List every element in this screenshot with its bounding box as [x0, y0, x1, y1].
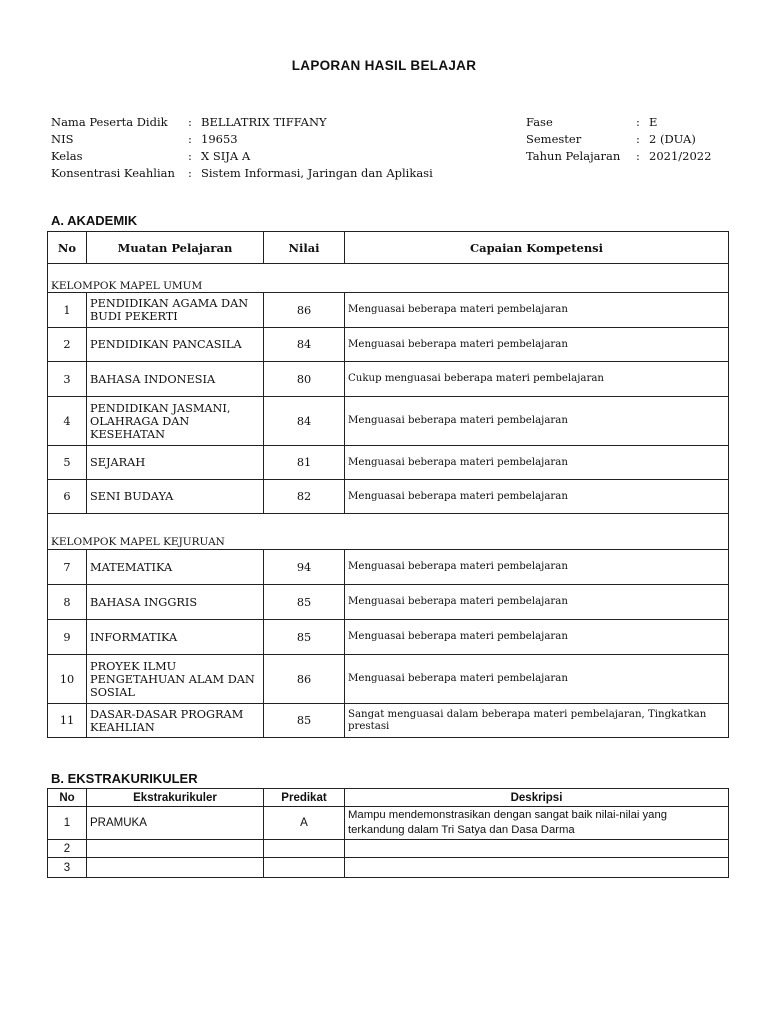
- row-no: 4: [48, 397, 87, 446]
- row-achievement: Cukup menguasai beberapa materi pembelajaran: [345, 362, 729, 397]
- student-name: BELLATRIX TIFFANY: [201, 115, 327, 129]
- row-achievement: Menguasai beberapa materi pembelajaran: [345, 480, 729, 514]
- table-row: [48, 328, 729, 362]
- header-achievement: Capaian Kompetensi: [345, 232, 729, 264]
- table-row: [48, 293, 729, 328]
- akademik-header-row: [48, 232, 729, 264]
- row-score: 82: [264, 480, 345, 514]
- group-label: KELOMPOK MAPEL UMUM: [48, 264, 729, 293]
- group-label: KELOMPOK MAPEL KEJURUAN: [48, 514, 729, 550]
- table-row: [48, 704, 729, 738]
- row-score: 85: [264, 620, 345, 655]
- row-no: 5: [48, 446, 87, 480]
- student-semester: 2 (DUA): [649, 132, 696, 146]
- row-no: 6: [48, 480, 87, 514]
- info-label: Tahun Pelajaran: [526, 149, 621, 163]
- row-no: 9: [48, 620, 87, 655]
- row-grade: A: [264, 807, 345, 840]
- row-subject: SEJARAH: [87, 446, 264, 480]
- row-no: 8: [48, 585, 87, 620]
- row-achievement: Menguasai beberapa materi pembelajaran: [345, 293, 729, 328]
- section-title-akademik: A. AKADEMIK: [51, 213, 138, 228]
- header-no: No: [48, 232, 87, 264]
- row-achievement: Menguasai beberapa materi pembelajaran: [345, 585, 729, 620]
- student-class: X SIJA A: [201, 149, 251, 163]
- student-year: 2021/2022: [649, 149, 712, 163]
- row-no: 3: [48, 362, 87, 397]
- info-separator: :: [188, 115, 192, 129]
- student-info-right: [526, 114, 711, 165]
- table-row: [48, 480, 729, 514]
- row-no: 2: [48, 328, 87, 362]
- row-grade: [264, 858, 345, 878]
- info-label: Konsentrasi Keahlian: [51, 166, 175, 180]
- student-info-left: [51, 114, 433, 182]
- row-achievement: Menguasai beberapa materi pembelajaran: [345, 550, 729, 585]
- row-achievement: Sangat menguasai dalam beberapa materi pembelajaran, Tingkatkan prestasi: [345, 704, 729, 738]
- table-row: [48, 550, 729, 585]
- ekstra-header-row: [48, 789, 729, 807]
- section-title-ekstra: B. EKSTRAKURIKULER: [51, 771, 198, 786]
- group-row: [48, 264, 729, 293]
- row-achievement: Menguasai beberapa materi pembelajaran: [345, 328, 729, 362]
- row-no: 2: [48, 840, 87, 858]
- info-separator: :: [188, 132, 192, 146]
- row-subject: PENDIDIKAN AGAMA DAN BUDI PEKERTI: [87, 293, 264, 328]
- row-subject: SENI BUDAYA: [87, 480, 264, 514]
- row-score: 86: [264, 293, 345, 328]
- row-subject: INFORMATIKA: [87, 620, 264, 655]
- row-grade: [264, 840, 345, 858]
- ekstra-table: [47, 788, 729, 878]
- table-row: [48, 585, 729, 620]
- table-row: [48, 446, 729, 480]
- info-separator: :: [636, 132, 640, 146]
- info-separator: :: [188, 149, 192, 163]
- info-label: NIS: [51, 132, 74, 146]
- row-score: 86: [264, 655, 345, 704]
- row-subject: BAHASA INDONESIA: [87, 362, 264, 397]
- row-activity: PRAMUKA: [87, 807, 264, 840]
- info-label: Kelas: [51, 149, 83, 163]
- row-subject: PROYEK ILMU PENGETAHUAN ALAM DAN SOSIAL: [87, 655, 264, 704]
- row-score: 81: [264, 446, 345, 480]
- info-row-class: [51, 148, 433, 165]
- header-score: Nilai: [264, 232, 345, 264]
- row-achievement: Menguasai beberapa materi pembelajaran: [345, 446, 729, 480]
- row-activity: [87, 858, 264, 878]
- row-no: 10: [48, 655, 87, 704]
- info-row-nis: [51, 131, 433, 148]
- table-row: [48, 620, 729, 655]
- report-title: LAPORAN HASIL BELAJAR: [291, 58, 477, 73]
- info-separator: :: [636, 115, 640, 129]
- row-subject: PENDIDIKAN JASMANI, OLAHRAGA DAN KESEHATAN: [87, 397, 264, 446]
- header-grade: Predikat: [264, 789, 345, 807]
- row-score: 84: [264, 397, 345, 446]
- row-score: 94: [264, 550, 345, 585]
- table-row: [48, 807, 729, 840]
- row-activity: [87, 840, 264, 858]
- row-achievement: Menguasai beberapa materi pembelajaran: [345, 655, 729, 704]
- info-row-semester: [526, 131, 711, 148]
- info-label: Nama Peserta Didik: [51, 115, 168, 129]
- row-achievement: Menguasai beberapa materi pembelajaran: [345, 620, 729, 655]
- info-label: Fase: [526, 115, 553, 129]
- row-subject: DASAR-DASAR PROGRAM KEAHLIAN: [87, 704, 264, 738]
- group-row: [48, 514, 729, 550]
- header-subject: Muatan Pelajaran: [87, 232, 264, 264]
- info-label: Semester: [526, 132, 582, 146]
- info-row-phase: [526, 114, 711, 131]
- row-subject: PENDIDIKAN PANCASILA: [87, 328, 264, 362]
- table-row: [48, 858, 729, 878]
- info-separator: :: [636, 149, 640, 163]
- row-score: 85: [264, 704, 345, 738]
- header-description: Deskripsi: [345, 789, 729, 807]
- student-nis: 19653: [201, 132, 238, 146]
- row-achievement: Menguasai beberapa materi pembelajaran: [345, 397, 729, 446]
- row-score: 85: [264, 585, 345, 620]
- table-row: [48, 655, 729, 704]
- row-subject: MATEMATIKA: [87, 550, 264, 585]
- table-row: [48, 362, 729, 397]
- row-no: 1: [48, 807, 87, 840]
- header-no: No: [48, 789, 87, 807]
- row-description: [345, 840, 729, 858]
- table-row: [48, 397, 729, 446]
- info-separator: :: [188, 166, 192, 180]
- row-score: 80: [264, 362, 345, 397]
- info-row-year: [526, 148, 711, 165]
- row-description: Mampu mendemonstrasikan dengan sangat baik nilai-nilai yang terkandung dalam Tri Satya dan Dasa Darma: [345, 807, 729, 840]
- row-no: 11: [48, 704, 87, 738]
- row-no: 3: [48, 858, 87, 878]
- info-row-concentration: [51, 165, 433, 182]
- row-score: 84: [264, 328, 345, 362]
- student-concentration: Sistem Informasi, Jaringan dan Aplikasi: [201, 166, 433, 180]
- row-no: 7: [48, 550, 87, 585]
- table-row: [48, 840, 729, 858]
- info-row-name: [51, 114, 433, 131]
- row-description: [345, 858, 729, 878]
- row-no: 1: [48, 293, 87, 328]
- akademik-table: [47, 231, 729, 738]
- row-subject: BAHASA INGGRIS: [87, 585, 264, 620]
- student-phase: E: [649, 115, 658, 129]
- header-activity: Ekstrakurikuler: [87, 789, 264, 807]
